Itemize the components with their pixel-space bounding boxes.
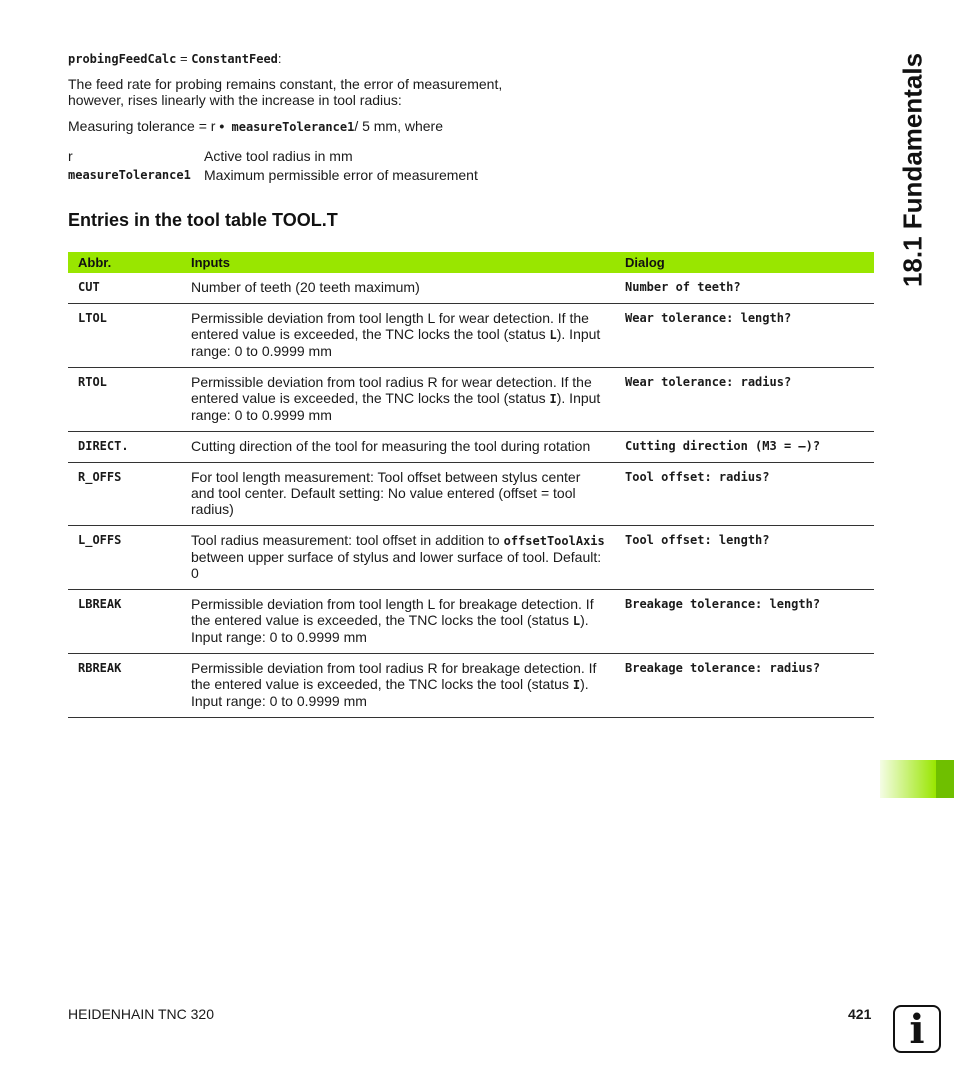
header-dialog: Dialog xyxy=(615,252,874,273)
input-code: I xyxy=(572,678,581,692)
cell-abbr: RBREAK xyxy=(68,654,181,718)
input-code: offsetToolAxis xyxy=(503,534,605,548)
cell-input: Cutting direction of the tool for measuring the tool during rotation xyxy=(181,432,615,463)
cell-input xyxy=(181,526,615,590)
footer-product: HEIDENHAIN TNC 320 xyxy=(68,1006,215,1022)
input-code: I xyxy=(549,392,557,406)
def-term-measure: measureTolerance1 xyxy=(68,168,191,182)
tol-bullet: • xyxy=(219,118,225,134)
feed-val: ConstantFeed xyxy=(191,52,278,66)
input-code: L xyxy=(572,614,581,628)
cell-input xyxy=(181,304,615,368)
cell-abbr: CUT xyxy=(68,273,181,304)
tol-var: measureTolerance1 xyxy=(224,120,355,134)
input-text: between upper surface of stylus and lower surface of tool. Default: 0 xyxy=(191,549,602,581)
section-title: Entries in the tool table TOOL.T xyxy=(68,210,338,230)
cell-abbr: L_OFFS xyxy=(68,526,181,590)
input-text: ). Input range: 0 to 0.9999 mm xyxy=(191,612,589,645)
cell-dialog: Breakage tolerance: length? xyxy=(615,590,874,654)
cell-dialog: Number of teeth? xyxy=(615,273,874,304)
intro-paragraph: The feed rate for probing remains constant, the error of measurement, however, rises linearly with the increase in tool radius: xyxy=(68,76,503,108)
cell-dialog: Breakage tolerance: radius? xyxy=(615,654,874,718)
input-text: ). Input range: 0 to 0.9999 mm xyxy=(191,390,601,423)
info-icon: i xyxy=(893,1005,941,1053)
input-text: ). Input range: 0 to 0.9999 mm xyxy=(191,326,601,359)
feed-calc-line xyxy=(68,51,282,66)
def-desc-r: Active tool radius in mm xyxy=(204,148,353,164)
header-abbr: Abbr. xyxy=(68,252,181,273)
cell-dialog: Tool offset: length? xyxy=(615,526,874,590)
input-text: Permissible deviation from tool length L for breakage detection. If the entered value is exceeded, the TNC locks the tool (status xyxy=(191,596,594,628)
tol-prefix: Measuring tolerance = r xyxy=(68,118,220,134)
cell-dialog: Wear tolerance: radius? xyxy=(615,368,874,432)
table-row xyxy=(68,304,874,368)
def-desc-measure: Maximum permissible error of measurement xyxy=(204,167,478,183)
page-number: 421 xyxy=(848,1006,872,1022)
cell-abbr: LTOL xyxy=(68,304,181,368)
cell-dialog: Tool offset: radius? xyxy=(615,463,874,526)
cell-abbr: LBREAK xyxy=(68,590,181,654)
cell-dialog: Wear tolerance: length? xyxy=(615,304,874,368)
input-text: Permissible deviation from tool radius R for breakage detection. If the entered value is exceeded, the TNC locks the tool (status xyxy=(191,660,597,692)
cell-dialog: Cutting direction (M3 = –)? xyxy=(615,432,874,463)
cell-input xyxy=(181,368,615,432)
cell-input: Number of teeth (20 teeth maximum) xyxy=(181,273,615,304)
feed-colon: : xyxy=(277,51,282,66)
cell-abbr: DIRECT. xyxy=(68,432,181,463)
table-header-row xyxy=(68,252,874,273)
table-row xyxy=(68,368,874,432)
tool-table xyxy=(68,252,874,718)
def-term-r: r xyxy=(68,148,73,164)
header-inputs: Inputs xyxy=(181,252,615,273)
input-text: Permissible deviation from tool length L for wear detection. If the entered value is exceeded, the TNC locks the tool (status xyxy=(191,310,589,342)
table-row xyxy=(68,526,874,590)
tol-suffix: / 5 mm, where xyxy=(354,118,444,134)
feed-eq: = xyxy=(176,51,192,66)
cell-input: For tool length measurement: Tool offset between stylus center and tool center. Default setting: No value entered (offset = tool radius) xyxy=(181,463,615,526)
input-text: ). Input range: 0 to 0.9999 mm xyxy=(191,676,589,709)
input-code: L xyxy=(549,328,557,342)
table-row xyxy=(68,432,874,463)
table-row xyxy=(68,590,874,654)
cell-input xyxy=(181,590,615,654)
tolerance-formula xyxy=(68,118,443,134)
chapter-side-title: 18.1 Fundamentals xyxy=(897,52,928,288)
cell-input xyxy=(181,654,615,718)
table-row xyxy=(68,654,874,718)
table-row xyxy=(68,273,874,304)
feed-var: probingFeedCalc xyxy=(68,52,177,66)
cell-abbr: R_OFFS xyxy=(68,463,181,526)
cell-abbr: RTOL xyxy=(68,368,181,432)
input-text: Tool radius measurement: tool offset in addition to xyxy=(191,532,504,548)
table-row xyxy=(68,463,874,526)
chapter-tab-marker xyxy=(936,760,954,798)
chapter-tab xyxy=(880,760,936,798)
input-text: Permissible deviation from tool radius R for wear detection. If the entered value is exceeded, the TNC locks the tool (status xyxy=(191,374,592,406)
